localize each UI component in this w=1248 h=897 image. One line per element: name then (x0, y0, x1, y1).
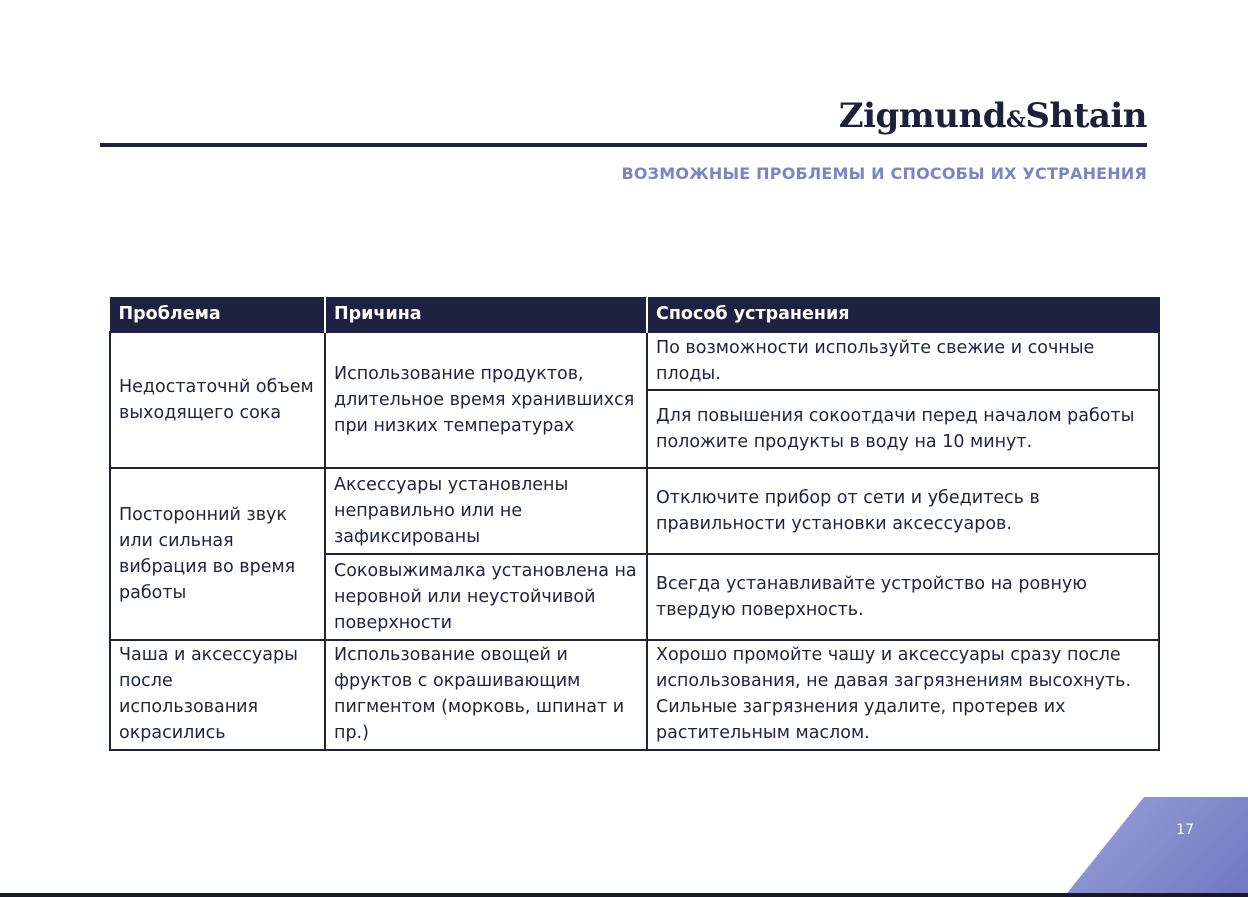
brand-name-left: Zigmund (838, 96, 1006, 136)
corner-decoration (1064, 797, 1248, 897)
header-divider (100, 143, 1147, 147)
table-row (110, 640, 1159, 750)
solution-cell: По возможности используйте свежие и сочные плоды. (647, 332, 1159, 390)
troubleshooting-table (109, 297, 1160, 751)
header-cause: Причина (325, 297, 647, 332)
page-number: 17 (1176, 822, 1194, 838)
header-solution: Способ устранения (647, 297, 1159, 332)
header-problem: Проблема (110, 297, 325, 332)
section-title: ВОЗМОЖНЫЕ ПРОБЛЕМЫ И СПОСОБЫ ИХ УСТРАНЕНИЯ (621, 164, 1147, 183)
table-header-row (110, 297, 1159, 332)
bottom-divider (0, 893, 1248, 897)
cause-cell: Соковыжималка установлена на неровной или неустойчивой поверхности (325, 554, 647, 640)
table-row (110, 468, 1159, 554)
solution-cell: Всегда устанавливайте устройство на ровную твердую поверхность. (647, 554, 1159, 640)
brand-logo (839, 96, 1147, 140)
problem-cell: Недостаточнй объем выходящего сока (110, 332, 325, 468)
cause-cell: Использование овощей и фруктов с окрашивающим пигментом (морковь, шпинат и пр.) (325, 640, 647, 750)
cause-cell: Аксессуары установлены неправильно или не зафиксированы (325, 468, 647, 554)
brand-ampersand: & (1005, 107, 1026, 133)
solution-cell: Отключите прибор от сети и убедитесь в правильности установки аксессуаров. (647, 468, 1159, 554)
brand-name-right: Shtain (1025, 96, 1147, 136)
problem-cell: Чаша и аксессуары после использования окрасились (110, 640, 325, 750)
problem-cell: Посторонний звук или сильная вибрация во время работы (110, 468, 325, 640)
cause-cell: Использование продуктов, длительное время хранившихся при низких температурах (325, 332, 647, 468)
table-row (110, 332, 1159, 390)
solution-cell: Хорошо промойте чашу и аксессуары сразу после использования, не давая загрязнениям высохнуть. Сильные загрязнения удалите, протерев их растительным маслом. (647, 640, 1159, 750)
solution-cell: Для повышения сокоотдачи перед началом работы положите продукты в воду на 10 минут. (647, 390, 1159, 468)
